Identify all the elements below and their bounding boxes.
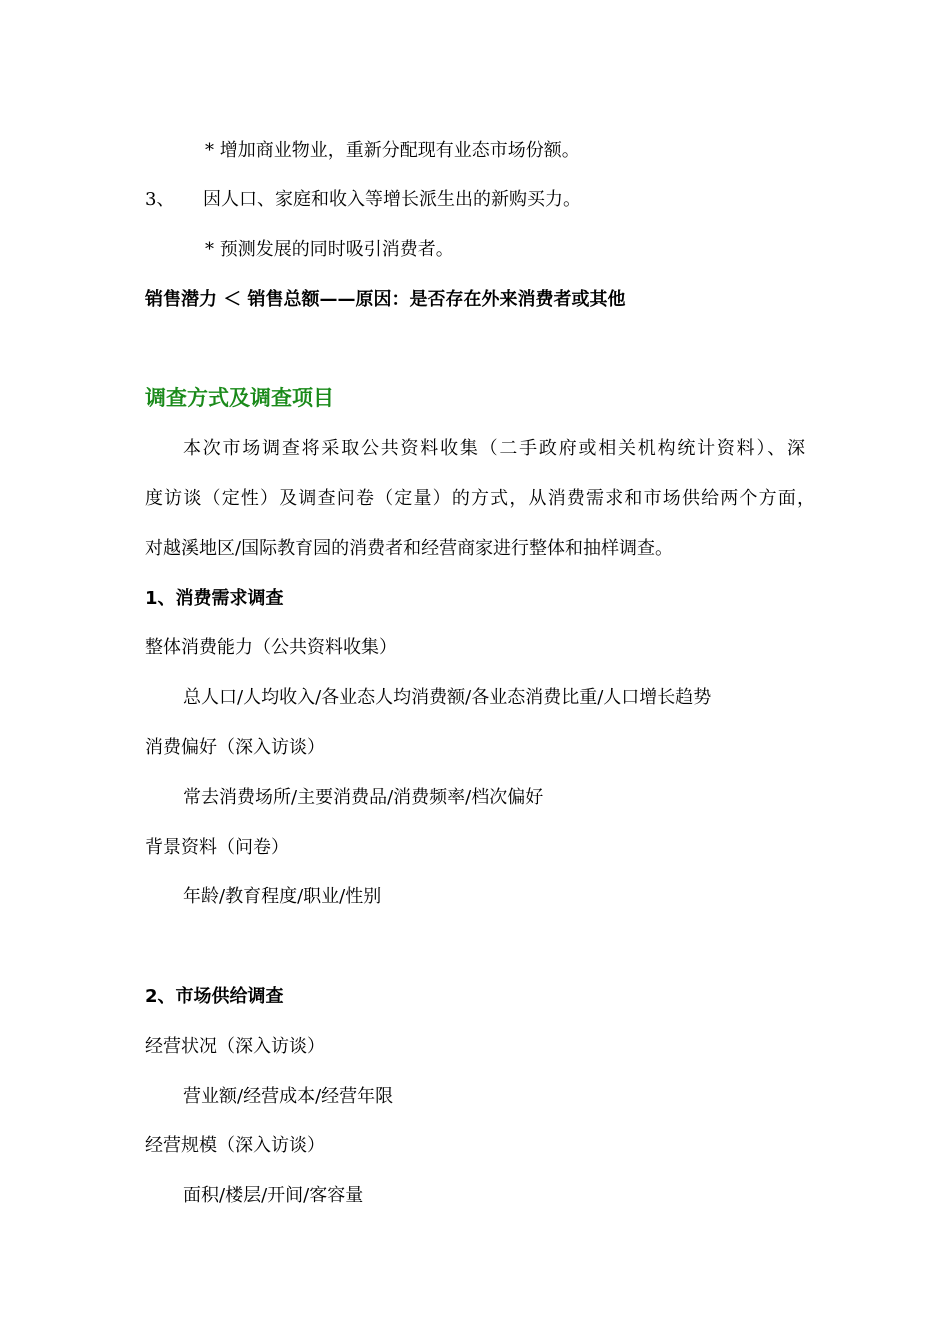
intro-paragraph-line-3: 对越溪地区/国际教育园的消费者和经营商家进行整体和抽样调查。 — [145, 538, 674, 559]
supply-survey-heading: 2、市场供给调查 — [145, 986, 284, 1007]
supply-item-2-label: 经营规模（深入访谈） — [145, 1135, 325, 1156]
intro-paragraph-line-1: 本次市场调查将采取公共资料收集（二手政府或相关机构统计资料）、深 — [183, 438, 805, 459]
demand-survey-heading: 1、消费需求调查 — [145, 588, 284, 609]
sales-potential-line: 销售潜力 ＜ 销售总额——原因：是否存在外来消费者或其他 — [145, 289, 626, 310]
intro-paragraph-line-2: 度访谈（定性）及调查问卷（定量）的方式，从消费需求和市场供给两个方面， — [145, 488, 815, 509]
demand-item-1-detail: 总人口/人均收入/各业态人均消费额/各业态消费比重/人口增长趋势 — [183, 687, 712, 708]
demand-item-3-detail: 年龄/教育程度/职业/性别 — [183, 886, 382, 907]
section-title: 调查方式及调查项目 — [145, 386, 334, 410]
bullet-line-commercial: * 增加商业物业，重新分配现有业态市场份额。 — [205, 140, 580, 161]
supply-item-2-detail: 面积/楼层/开间/客容量 — [183, 1185, 364, 1206]
list-number-3: 3、 — [145, 189, 175, 210]
demand-item-1-label: 整体消费能力（公共资料收集） — [145, 637, 397, 658]
bullet-line-forecast: * 预测发展的同时吸引消费者。 — [205, 239, 454, 260]
list-item-3-text: 因人口、家庭和收入等增长派生出的新购买力。 — [203, 189, 581, 210]
demand-item-2-label: 消费偏好（深入访谈） — [145, 737, 325, 758]
supply-item-1-label: 经营状况（深入访谈） — [145, 1036, 325, 1057]
demand-item-2-detail: 常去消费场所/主要消费品/消费频率/档次偏好 — [183, 787, 544, 808]
demand-item-3-label: 背景资料（问卷） — [145, 837, 289, 858]
supply-item-1-detail: 营业额/经营成本/经营年限 — [183, 1086, 394, 1107]
